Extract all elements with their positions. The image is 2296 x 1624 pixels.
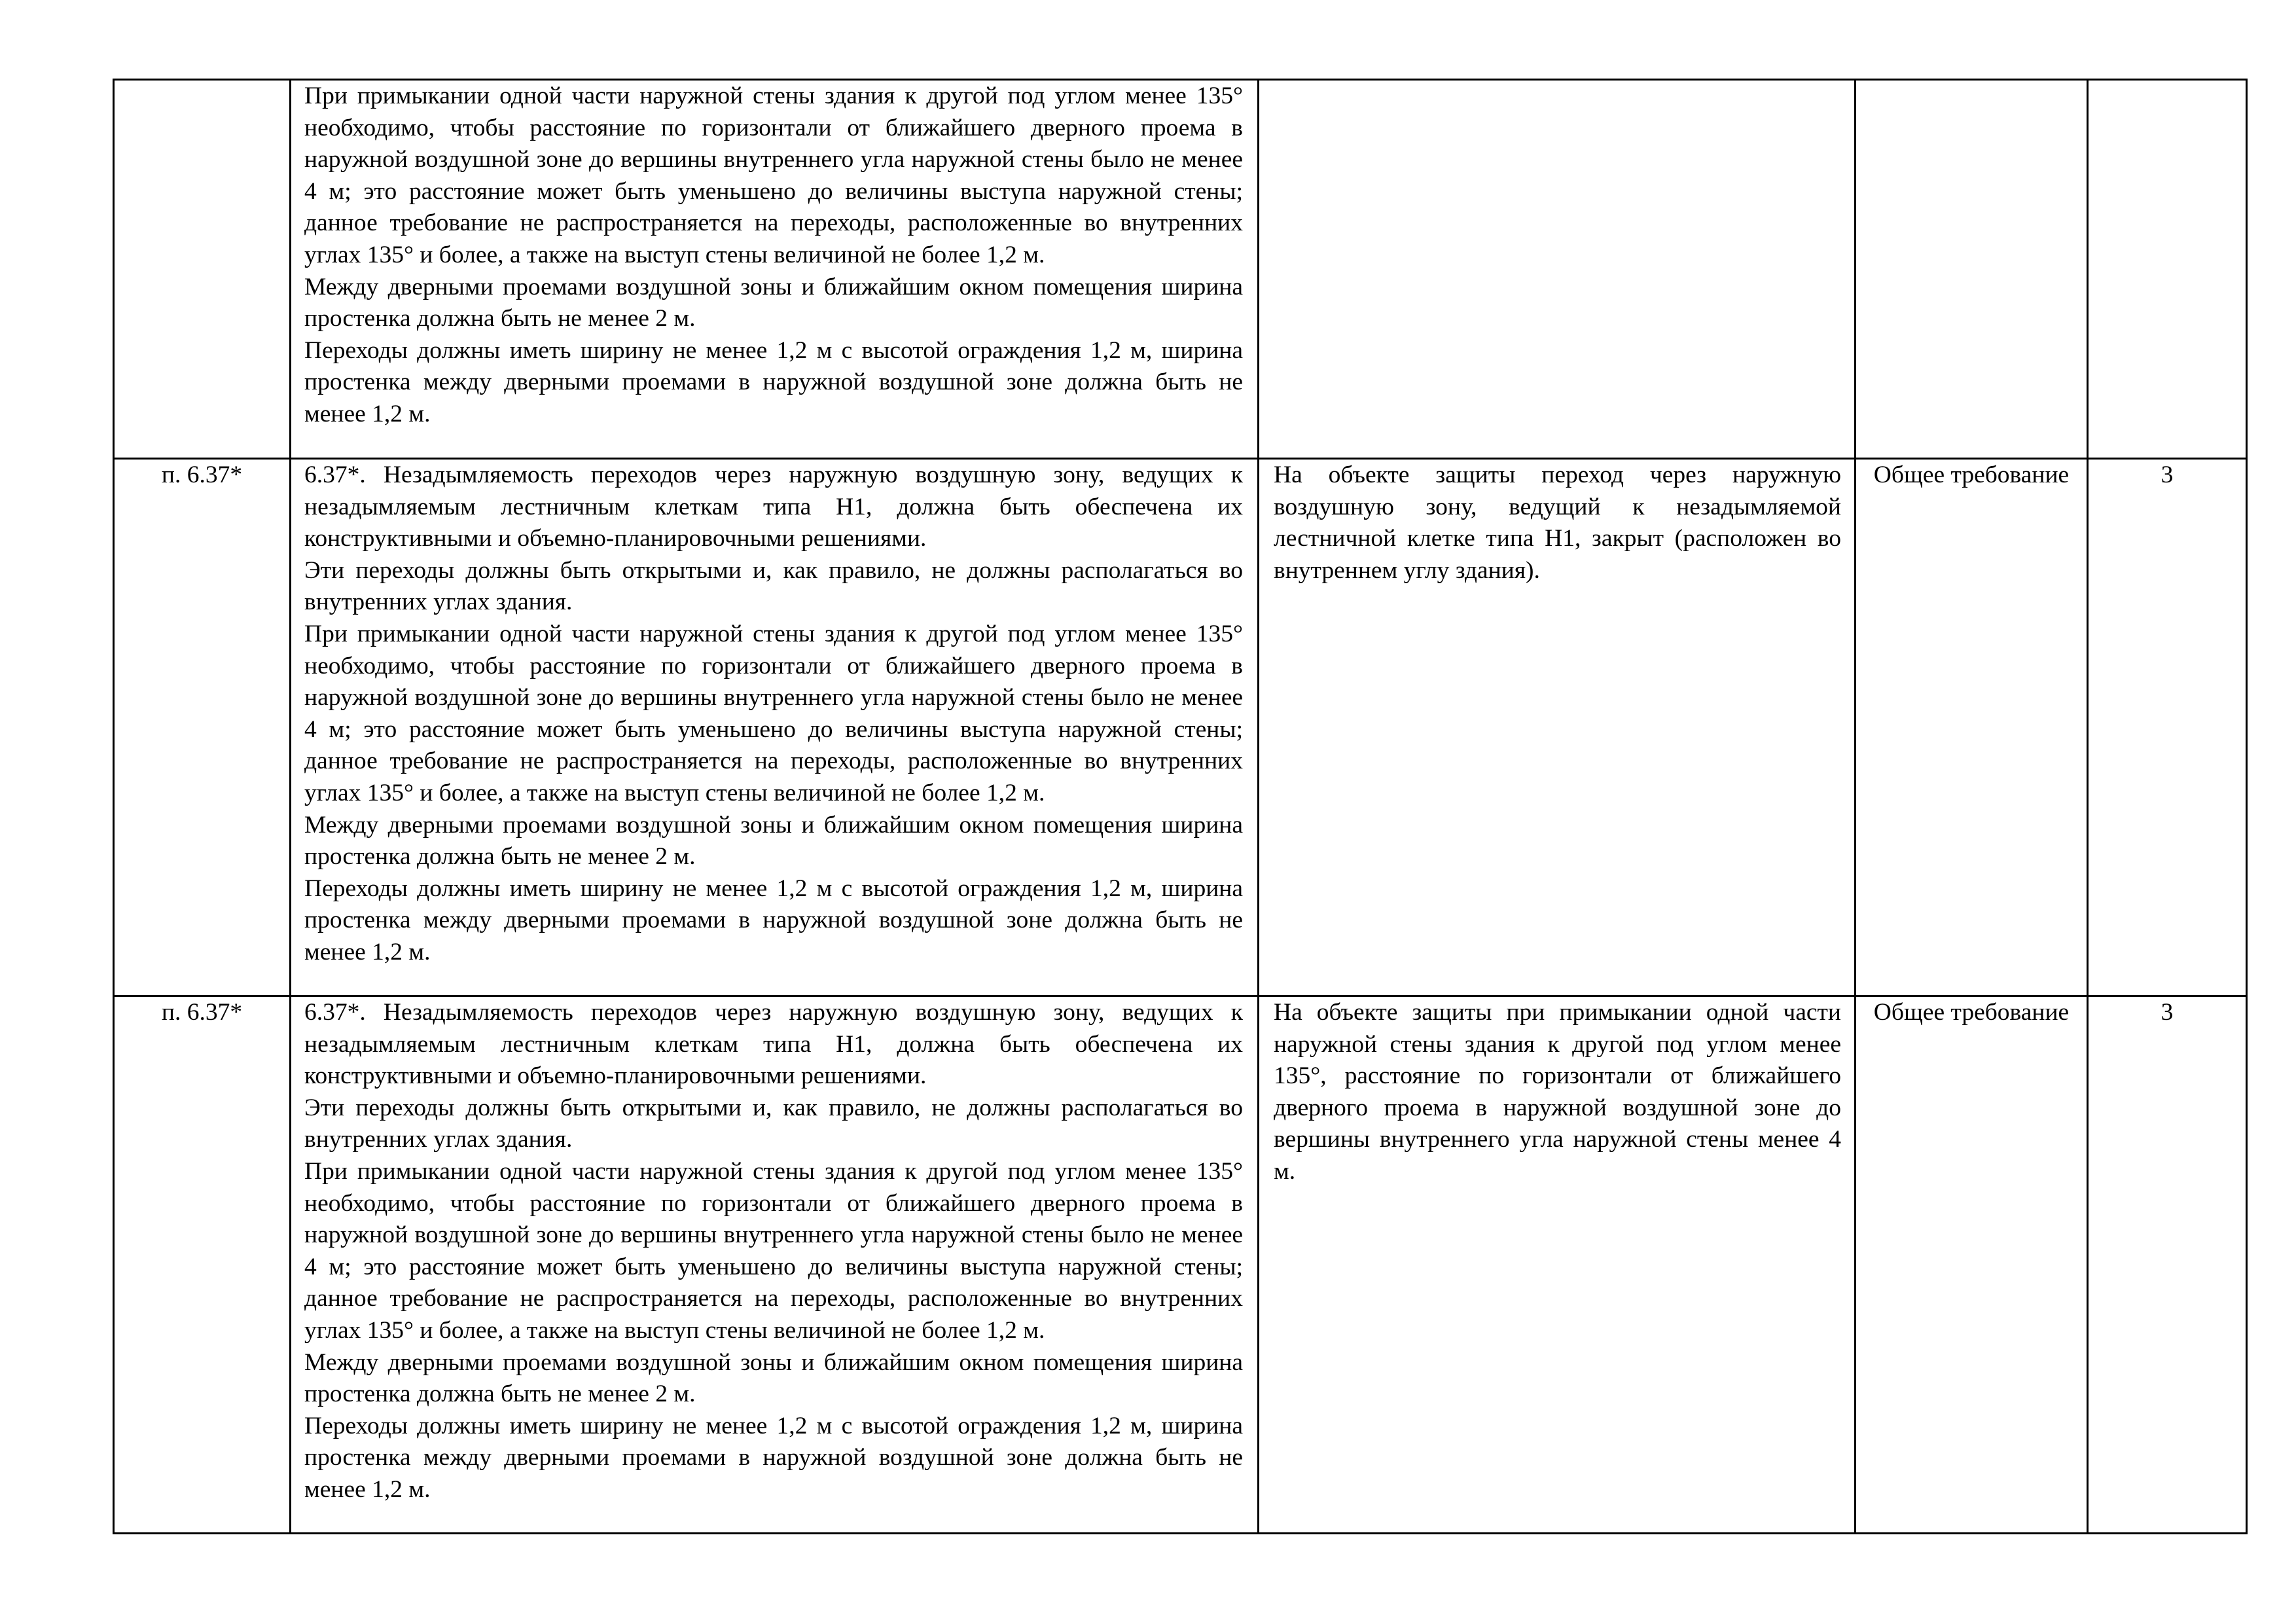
requirement-paragraph: Эти переходы должны быть открытыми и, как правило, не должны располагаться во внутренних углах здания. [304, 556, 1243, 616]
violation-description-cell: На объекте защиты переход через наружную воздушную зону, ведущий к незадымляемой лестничной клетке типа Н1, закрыт (расположен во внутреннем углу здания). [1259, 459, 1856, 996]
requirement-paragraph: Между дверными проемами воздушной зоны и ближайшим окном помещения ширина простенка должна быть не менее 2 м. [304, 811, 1243, 871]
requirement-paragraph: 6.37*. Незадымляемость переходов через наружную воздушную зону, ведущих к незадымляемым лестничным клеткам типа Н1, должна быть обеспечена их конструктивными и объемно-планировочными решениями. [304, 461, 1243, 552]
norm-reference-cell: п. 6.37* [114, 996, 291, 1534]
requirement-paragraph: 6.37*. Незадымляемость переходов через наружную воздушную зону, ведущих к незадымляемым лестничным клеткам типа Н1, должна быть обеспечена их конструктивными и объемно-планировочными решениями. [304, 999, 1243, 1090]
risk-category-cell: 3 [2088, 996, 2247, 1534]
requirement-type-cell: Общее требование [1856, 996, 2088, 1534]
requirement-paragraph: Между дверными проемами воздушной зоны и ближайшим окном помещения ширина простенка должна быть не менее 2 м. [304, 273, 1243, 333]
requirement-paragraph: При примыкании одной части наружной стены здания к другой под углом менее 135° необходимо, чтобы расстояние по горизонтали от ближайшего дверного проема в наружной воздушной зоне до вершины внутреннего угла наружной стены было не менее 4 м; это расстояние может быть уменьшено до величины выступа наружной стены; данное требование не распространяется на переходы, расположенные во внутренних углах 135° и более, а также на выступ стены величиной не более 1,2 м. [304, 82, 1243, 268]
requirement-paragraph: Между дверными проемами воздушной зоны и ближайшим окном помещения ширина простенка должна быть не менее 2 м. [304, 1348, 1243, 1408]
requirement-paragraph: Переходы должны иметь ширину не менее 1,2 м с высотой ограждения 1,2 м, ширина простенка между дверными проемами в наружной воздушной зоне должна быть не менее 1,2 м. [304, 875, 1243, 965]
requirements-table [113, 79, 2248, 1534]
violation-description-cell: На объекте защиты при примыкании одной части наружной стены здания к другой под углом менее 135°, расстояние по горизонтали от ближайшего дверного проема в наружной воздушной зоне до вершины внутреннего угла наружной стены менее 4 м. [1259, 996, 1856, 1534]
table-row [114, 996, 2247, 1534]
requirement-paragraph: Переходы должны иметь ширину не менее 1,2 м с высотой ограждения 1,2 м, ширина простенка между дверными проемами в наружной воздушной зоне должна быть не менее 1,2 м. [304, 1412, 1243, 1503]
norm-reference-cell: п. 6.37* [114, 459, 291, 996]
table-row [114, 459, 2247, 996]
table-row [114, 80, 2247, 459]
norm-reference-cell [114, 80, 291, 459]
requirement-type-cell [1856, 80, 2088, 459]
requirement-text-cell [291, 80, 1259, 459]
requirement-paragraph: При примыкании одной части наружной стены здания к другой под углом менее 135° необходимо, чтобы расстояние по горизонтали от ближайшего дверного проема в наружной воздушной зоне до вершины внутреннего угла наружной стены было не менее 4 м; это расстояние может быть уменьшено до величины выступа наружной стены; данное требование не распространяется на переходы, расположенные во внутренних углах 135° и более, а также на выступ стены величиной не более 1,2 м. [304, 1157, 1243, 1344]
requirement-paragraph: При примыкании одной части наружной стены здания к другой под углом менее 135° необходимо, чтобы расстояние по горизонтали от ближайшего дверного проема в наружной воздушной зоне до вершины внутреннего угла наружной стены было не менее 4 м; это расстояние может быть уменьшено до величины выступа наружной стены; данное требование не распространяется на переходы, расположенные во внутренних углах 135° и более, а также на выступ стены величиной не более 1,2 м. [304, 620, 1243, 806]
requirement-paragraph: Переходы должны иметь ширину не менее 1,2 м с высотой ограждения 1,2 м, ширина простенка между дверными проемами в наружной воздушной зоне должна быть не менее 1,2 м. [304, 336, 1243, 427]
risk-category-cell [2088, 80, 2247, 459]
requirement-type-cell: Общее требование [1856, 459, 2088, 996]
violation-description-cell [1259, 80, 1856, 459]
risk-category-cell: 3 [2088, 459, 2247, 996]
requirement-paragraph: Эти переходы должны быть открытыми и, как правило, не должны располагаться во внутренних углах здания. [304, 1094, 1243, 1153]
requirement-text-cell [291, 459, 1259, 996]
requirement-text-cell [291, 996, 1259, 1534]
